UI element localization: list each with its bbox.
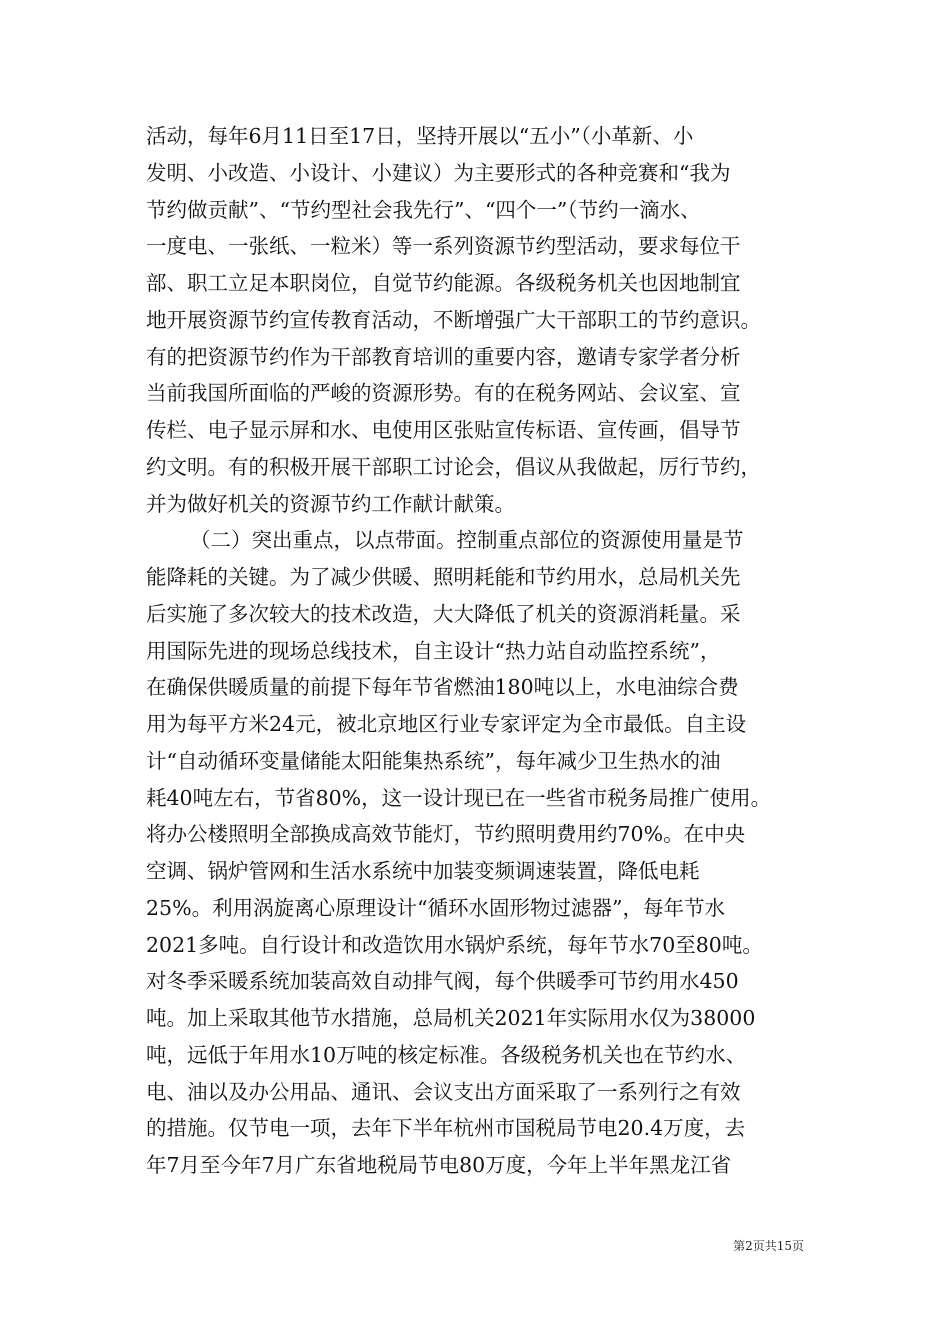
text-line: 约文明。有的积极开展干部职工讨论会，倡议从我做起，厉行节约， [146,454,761,479]
text-line: 节约做贡献”、“节约型社会我先行”、“四个一”（节约一滴水、 [146,197,701,222]
text-line: 能降耗的关键。为了减少供暖、照明耗能和节约用水，总局机关先 [146,565,741,589]
text-line: 并为做好机关的资源节约工作献计献策。 [146,491,515,516]
text-line: 计“自动循环变量储能太阳能集热系统”，每年减少卫生热水的油 [146,748,721,773]
text-line: 后实施了多次较大的技术改造，大大降低了机关的资源消耗量。采 [146,601,741,626]
text-line: 一度电、一张纸、一粒米）等一系列资源节约型活动，要求每位干 [146,234,741,259]
text-line: 传栏、电子显示屏和水、电使用区张贴宣传标语、宣传画，倡导节 [146,418,741,442]
body-text [146,118,806,1184]
text-line: 25%。利用涡旋离心原理设计“循环水固形物过滤器”，每年节水 [146,895,726,920]
text-line: 空调、锅炉管网和生活水系统中加装变频调速装置，降低电耗 [146,859,700,883]
text-line: 用为每平方米24元，被北京地区行业专家评定为全市最低。自主设 [146,712,747,736]
text-line: 当前我国所面临的严峻的资源形势。有的在税务网站、会议室、宣 [146,381,741,406]
text-line: 发明、小改造、小设计、小建议）为主要形式的各种竞赛和“我为 [146,160,731,185]
text-line: 年7月至今年7月广东省地税局节电80万度，今年上半年黑龙江省 [146,1153,732,1177]
text-line: 将办公楼照明全部换成高效节能灯，节约照明费用约70%。在中央 [146,822,746,847]
text-line: 活动，每年6月11日至17日，坚持开展以“五小”（小革新、小 [146,124,694,148]
text-line: 部、职工立足本职岗位，自觉节约能源。各级税务机关也因地制宜 [146,271,741,295]
page-number: 第2页共15页 [733,1239,804,1253]
text-line: 用国际先进的现场总线技术，自主设计“热力站自动监控系统”， [146,638,721,663]
text-line: 2021多吨。自行设计和改造饮用水锅炉系统，每年节水70至80吨。 [146,932,763,957]
section-heading-line: （二）突出重点，以点带面。控制重点部位的资源使用量是节 [190,528,744,553]
text-line: 吨，远低于年用水10万吨的核定标准。各级税务机关也在节约水、 [146,1042,747,1067]
text-line: 的措施。仅节电一项，去年下半年杭州市国税局节电20.4万度，去 [146,1116,746,1141]
text-line: 在确保供暖质量的前提下每年节省燃油180吨以上，水电油综合费 [146,675,739,700]
text-line: 电、油以及办公用品、通讯、会议支出方面采取了一系列行之有效 [146,1079,741,1104]
text-line: 对冬季采暖系统加装高效自动排气阀，每个供暖季可节约用水450 [146,969,739,994]
text-line: 吨。加上采取其他节水措施，总局机关2021年实际用水仅为38000 [146,1006,756,1030]
text-line: 有的把资源节约作为干部教育培训的重要内容，邀请专家学者分析 [146,344,741,369]
text-line: 地开展资源节约宣传教育活动，不断增强广大干部职工的节约意识。 [146,307,761,332]
text-line: 耗40吨左右，节省80%，这一设计现已在一些省市税务局推广使用。 [146,785,772,810]
